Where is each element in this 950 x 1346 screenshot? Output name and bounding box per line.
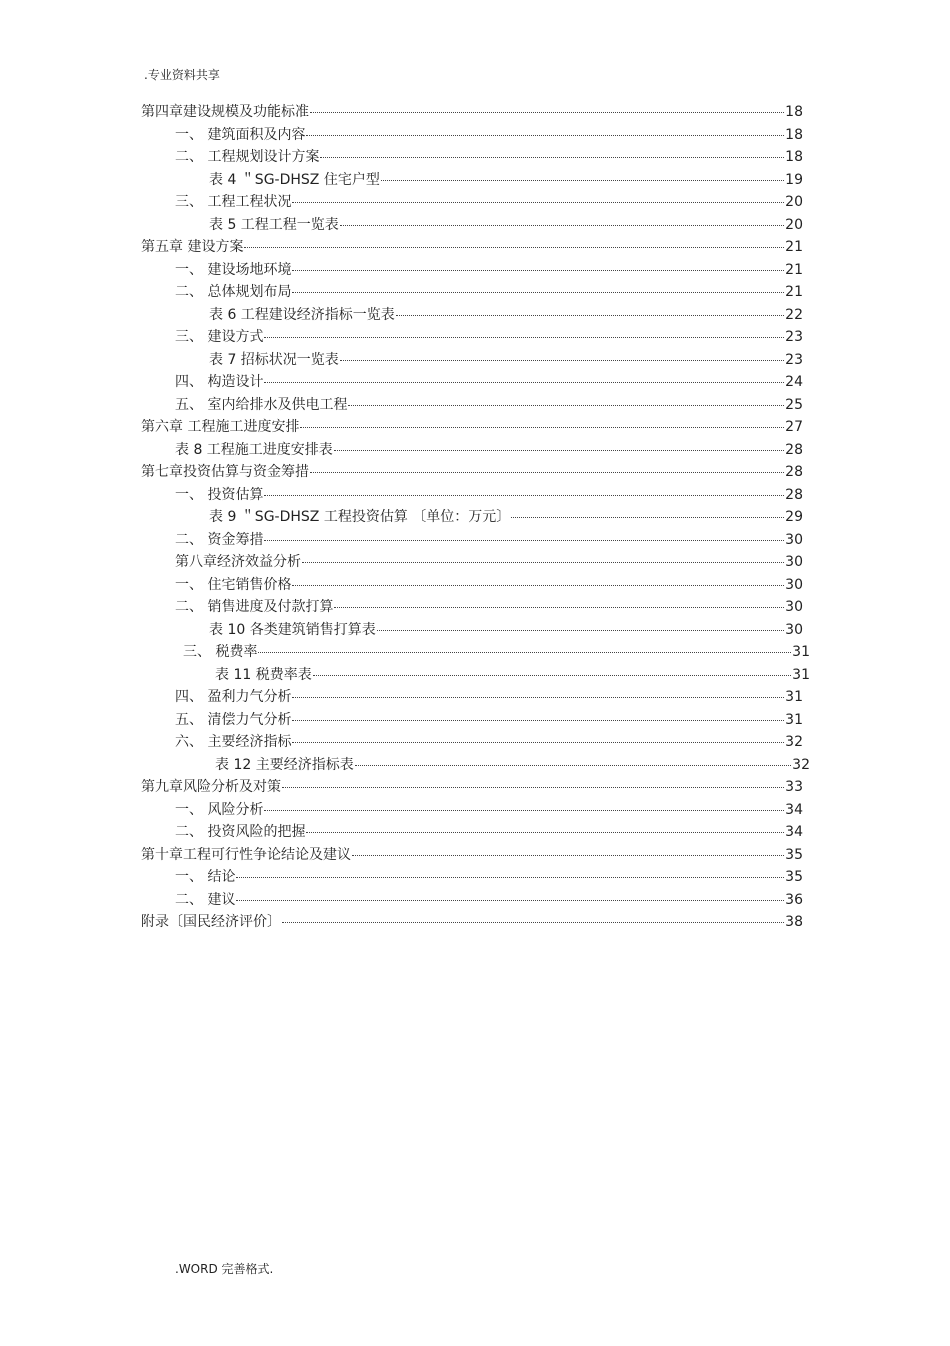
toc-entry-page: 30	[785, 531, 803, 548]
toc-leader	[355, 751, 791, 766]
toc-entry-page: 31	[792, 666, 810, 683]
toc-entry-label: 五、 室内给排水及供电工程	[175, 396, 348, 413]
toc-leader	[264, 323, 784, 338]
toc-entry-label: 一、 建设场地环境	[175, 261, 292, 278]
toc-entry-label: 四、 盈利力气分析	[175, 689, 292, 705]
toc-entry-page: 18	[785, 104, 803, 120]
toc-entry-page: 21	[785, 261, 803, 278]
page-header: .专业资料共享	[144, 68, 220, 82]
toc-leader	[292, 278, 784, 293]
toc-entry-page: 28	[785, 486, 803, 503]
toc-entry-label: 表 11 税费率表	[215, 666, 312, 683]
toc-entry-label: 三、 建设方式	[175, 329, 264, 345]
toc-entry-page: 33	[785, 779, 803, 795]
toc-entry-page: 20	[785, 216, 803, 233]
toc-entry-page: 32	[792, 756, 810, 773]
toc-entry-page: 21	[785, 239, 803, 255]
toc-entry-label: 五、 清偿力气分析	[175, 711, 292, 728]
toc-entry-page: 36	[785, 891, 803, 908]
toc-entry-label: 表 4 ＂SG-DHSZ 住宅户型	[209, 171, 380, 188]
toc-entry-label: 表 10 各类建筑销售打算表	[209, 621, 376, 638]
toc-entry-page: 29	[785, 509, 803, 525]
toc-leader	[511, 503, 784, 518]
toc-entry-label: 第四章建设规模及功能标准	[141, 104, 309, 120]
toc-entry-label: 三、 工程工程状况	[175, 194, 292, 210]
toc-entry-label: 第六章 工程施工进度安排	[141, 419, 300, 435]
toc-leader	[306, 818, 784, 833]
toc-leader	[310, 458, 784, 473]
toc-leader	[310, 98, 784, 113]
toc-entry-page: 30	[785, 576, 803, 593]
toc-entry-page: 31	[785, 689, 803, 705]
toc-entry-page: 28	[785, 464, 803, 480]
toc-entry-label: 二、 总体规划布局	[175, 284, 292, 300]
toc-entry-label: 二、 投资风险的把握	[175, 824, 306, 840]
toc-entry-page: 34	[785, 824, 803, 840]
toc-leader	[306, 121, 784, 136]
toc-entry-page: 32	[785, 734, 803, 750]
toc-entry-label: 一、 投资估算	[175, 486, 264, 503]
toc-leader	[292, 256, 784, 271]
toc-leader	[292, 706, 784, 721]
toc-entry-label: 表 9 ＂SG-DHSZ 工程投资估算 〔单位：万元〕	[209, 509, 511, 525]
toc-leader	[282, 773, 784, 788]
toc-entry-page: 35	[785, 846, 803, 863]
toc-leader	[264, 368, 784, 383]
toc-entry-page: 20	[785, 194, 803, 210]
toc-leader	[340, 346, 784, 361]
toc-entry-label: 表 6 工程建设经济指标一览表	[209, 306, 395, 323]
toc-entry-label: 二、 资金筹措	[175, 531, 264, 548]
toc-entry-page: 18	[785, 126, 803, 143]
toc-entry-label: 表 12 主要经济指标表	[215, 756, 354, 773]
toc-leader	[292, 728, 784, 743]
toc-leader	[264, 526, 784, 541]
toc-entry-label: 二、 建议	[175, 891, 236, 908]
toc-entry-label: 四、 构造设计	[175, 374, 264, 390]
toc-leader	[320, 143, 784, 158]
toc-leader	[264, 481, 784, 496]
toc-entry-page: 30	[785, 554, 803, 570]
toc-leader	[302, 548, 784, 563]
toc-leader	[334, 436, 784, 451]
toc-leader	[282, 908, 784, 923]
toc-entry-label: 表 7 招标状况一览表	[209, 351, 339, 368]
toc-entry-label: 第五章 建设方案	[141, 239, 244, 255]
toc-entry-label: 一、 风险分析	[175, 801, 264, 818]
toc-entry-page: 38	[785, 914, 803, 930]
toc-entry-label: 第八章经济效益分析	[175, 554, 301, 570]
toc-leader	[236, 886, 784, 901]
toc-entry-label: 第七章投资估算与资金筹措	[141, 464, 309, 480]
toc-leader	[292, 571, 784, 586]
toc-entry-page: 22	[785, 306, 803, 323]
toc-leader	[381, 166, 784, 181]
toc-leader	[258, 638, 791, 653]
toc-entry-page: 31	[785, 711, 803, 728]
toc-leader	[236, 863, 784, 878]
toc-entry-page: 30	[785, 599, 803, 615]
toc-entry-page: 25	[785, 396, 803, 413]
toc-leader	[292, 188, 784, 203]
page-footer: .WORD 完善格式.	[175, 1262, 274, 1276]
toc-entry-label: 表 5 工程工程一览表	[209, 216, 339, 233]
toc-leader	[244, 233, 784, 248]
toc-entry-label: 六、 主要经济指标	[175, 734, 292, 750]
toc-entry-label: 一、 住宅销售价格	[175, 576, 292, 593]
toc-leader	[334, 593, 784, 608]
toc-entry-label: 附录〔国民经济评价〕	[141, 914, 281, 930]
toc-entry-page: 31	[792, 644, 810, 660]
toc-entry-page: 28	[785, 441, 803, 458]
toc-entry-page: 21	[785, 284, 803, 300]
toc-leader	[352, 841, 784, 856]
toc-entry[interactable]	[141, 911, 803, 933]
toc-entry-label: 一、 建筑面积及内容	[175, 126, 306, 143]
toc-entry-label: 第十章工程可行性争论结论及建议	[141, 846, 351, 863]
toc-entry-label: 第九章风险分析及对策	[141, 779, 281, 795]
toc-leader	[348, 391, 784, 406]
toc-entry-page: 35	[785, 869, 803, 885]
toc-leader	[313, 661, 791, 676]
toc-entry-page: 34	[785, 801, 803, 818]
toc-entry-label: 一、 结论	[175, 869, 236, 885]
toc-entry-page: 18	[785, 149, 803, 165]
toc-entry-label: 二、 工程规划设计方案	[175, 149, 320, 165]
toc-leader	[292, 683, 784, 698]
toc-leader	[340, 211, 784, 226]
toc-leader	[264, 796, 784, 811]
toc-entry-page: 24	[785, 374, 803, 390]
toc-entry-label: 表 8 工程施工进度安排表	[175, 441, 333, 458]
toc-entry-page: 19	[785, 171, 803, 188]
toc-entry-page: 27	[785, 419, 803, 435]
toc-entry-label: 二、 销售进度及付款打算	[175, 599, 334, 615]
toc-entry-page: 30	[785, 621, 803, 638]
toc-leader	[396, 301, 784, 316]
toc-leader	[377, 616, 784, 631]
toc-entry-page: 23	[785, 329, 803, 345]
toc-entry-label: 三、 税费率	[183, 644, 258, 660]
toc-entry-page: 23	[785, 351, 803, 368]
toc-leader	[300, 413, 784, 428]
